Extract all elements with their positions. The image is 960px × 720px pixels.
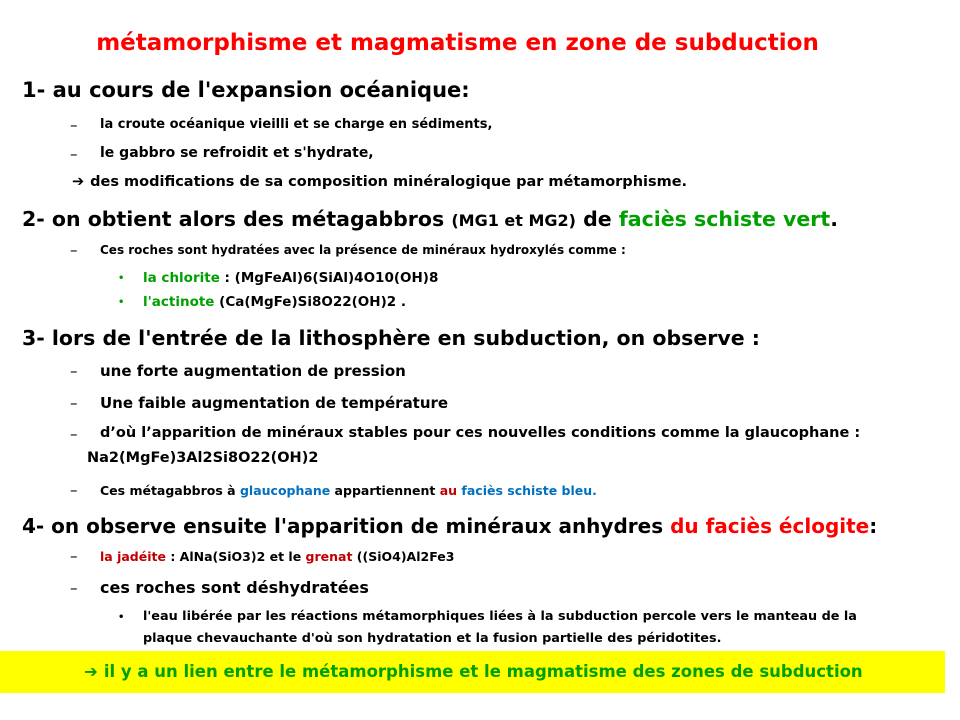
- dash-icon: –: [70, 116, 78, 134]
- s2-bullet-1-name: la chlorite: [143, 270, 220, 286]
- s4-bullet-line2: plaque chevauchante d'où son hydratation et la fusion partielle des péridotites.: [143, 631, 722, 646]
- s2-bullet-2-formula: (Ca(MgFe)Si8O22(OH)2 .: [219, 294, 406, 310]
- s4-item-1-grenat: grenat: [305, 549, 353, 564]
- s2-heading-a: 2- on obtient alors des métagabbros: [22, 207, 452, 231]
- s3-item-3-line1: d’où l’apparition de minéraux stables pour ces nouvelles conditions comme la glaucophane :: [100, 425, 861, 441]
- s4-item-2: ces roches sont déshydratées: [100, 578, 369, 597]
- bullet-icon: •: [118, 273, 125, 284]
- section-3-heading: 3- lors de l'entrée de la lithosphère en subduction, on observe :: [22, 326, 760, 350]
- s2-bullet-chlorite: [143, 270, 438, 286]
- section-4-heading: [22, 514, 877, 538]
- s2-bullet-actinote: [143, 294, 406, 310]
- s2-heading-b: (MG1 et MG2): [451, 211, 576, 230]
- s3-item-1: une forte augmentation de pression: [100, 362, 406, 380]
- dash-icon: –: [70, 394, 78, 412]
- s3-item-4-glaucophane: glaucophane: [239, 483, 331, 498]
- s4-heading-facies: du faciès éclogite: [670, 514, 870, 538]
- dash-icon: –: [70, 425, 78, 443]
- s3-item-4-c: appartiennent: [330, 483, 440, 498]
- s4-item-1-d: ((SiO4)Al2Fe3: [352, 549, 455, 564]
- section-1-heading: 1- au cours de l'expansion océanique:: [22, 78, 470, 102]
- s2-bullet-1-formula: (MgFeAl)6(SiAl)4O10(OH)8: [234, 270, 439, 286]
- s2-heading-c: de: [575, 207, 619, 231]
- bullet-icon: •: [118, 297, 125, 308]
- s4-item-1: [100, 549, 454, 564]
- s2-bullet-2-name: l'actinote: [143, 294, 215, 310]
- page-title: métamorphisme et magmatisme en zone de subduction: [96, 30, 819, 56]
- s4-bullet-line1: l'eau libérée par les réactions métamorphiques liées à la subduction percole vers le manteau de la: [143, 609, 857, 624]
- s2-bullet-1-sep: :: [219, 270, 235, 286]
- s2-heading-facies: faciès schiste vert: [618, 207, 831, 231]
- s3-item-4-facies: faciès schiste bleu.: [457, 483, 597, 498]
- s2-heading-e: .: [830, 207, 839, 231]
- s3-item-2: Une faible augmentation de température: [100, 394, 449, 412]
- s4-item-1-b: : AlNa(SiO3)2 et le: [165, 549, 306, 564]
- dash-icon: –: [70, 579, 78, 597]
- bullet-icon: •: [118, 612, 125, 623]
- s1-arrow-line: [72, 174, 687, 190]
- s4-item-1-jadeite: la jadéite: [100, 549, 166, 564]
- dash-icon: –: [70, 547, 78, 565]
- dash-icon: –: [70, 362, 78, 380]
- s3-item-3-line2: Na2(MgFe)3Al2Si8O22(OH)2: [87, 450, 319, 466]
- s1-item-2: le gabbro se refroidit et s'hydrate,: [100, 145, 374, 161]
- dash-icon: –: [70, 241, 78, 259]
- arrow-right-icon: ➔: [84, 662, 98, 681]
- s3-item-4: [100, 483, 597, 498]
- s4-heading-c: :: [869, 514, 878, 538]
- s4-heading-a: 4- on observe ensuite l'apparition de minéraux anhydres: [22, 514, 671, 538]
- dash-icon: –: [70, 145, 78, 163]
- conclusion-text: [84, 662, 863, 681]
- section-2-heading: [22, 207, 838, 231]
- s3-item-4-a: Ces métagabbros à: [100, 483, 240, 498]
- dash-icon: –: [70, 481, 78, 499]
- s1-item-1: la croute océanique vieilli et se charge en sédiments,: [100, 117, 493, 132]
- s3-item-4-au: au: [439, 483, 458, 498]
- arrow-right-icon: ➔: [72, 174, 85, 190]
- s1-arrow-text: des modifications de sa composition minéralogique par métamorphisme.: [90, 174, 688, 190]
- s2-item: Ces roches sont hydratées avec la présence de minéraux hydroxylés comme :: [100, 243, 626, 257]
- conclusion-label: il y a un lien entre le métamorphisme et le magmatisme des zones de subduction: [103, 662, 863, 681]
